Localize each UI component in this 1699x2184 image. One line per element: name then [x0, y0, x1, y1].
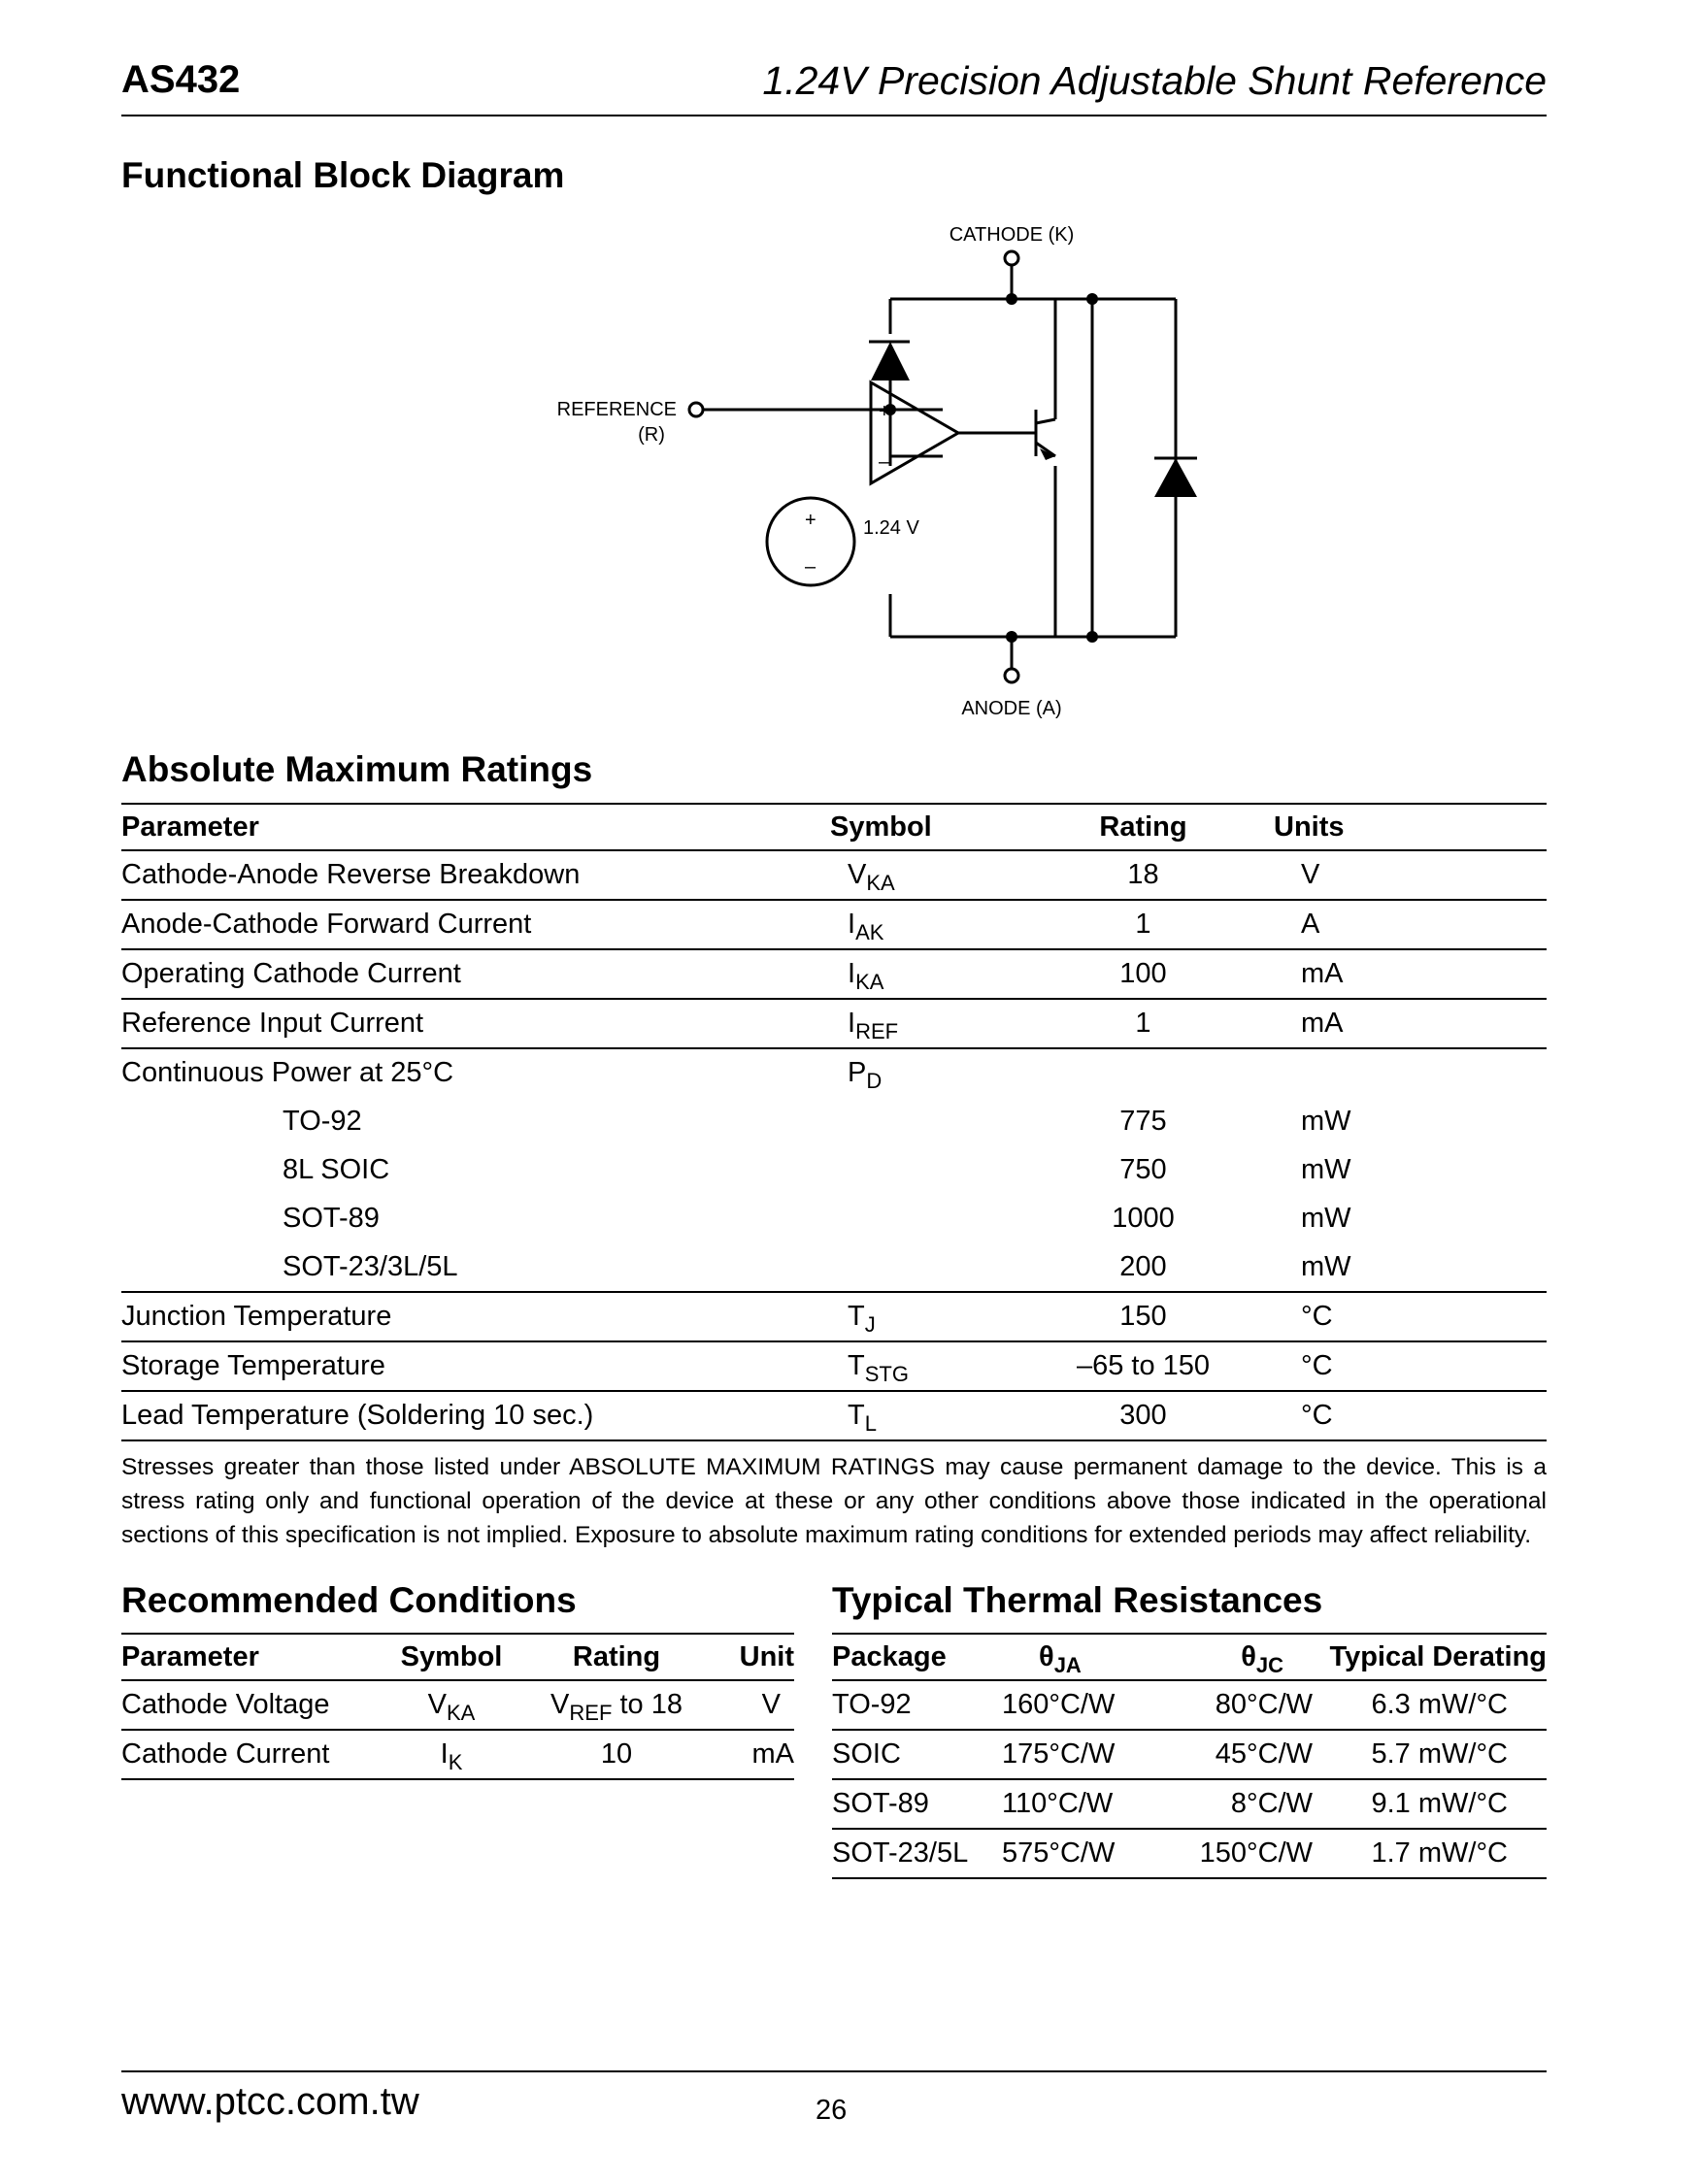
package-cell: SOIC	[832, 1730, 983, 1779]
rc-header-symbol: Symbol	[400, 1640, 503, 1672]
tt-header-derating: Typical Derating	[1329, 1640, 1547, 1672]
document-title: 1.24V Precision Adjustable Shunt Reference	[762, 58, 1547, 103]
table-row	[121, 999, 1547, 1048]
stress-note: Stresses greater than those listed under ABSOLUTE MAXIMUM RATINGS may cause permanent damage to the device. This is a stress rating only and functional operation of the device at these or any other conditions above those indicated in the operational sections of this specification is not implied. Exposure to absolute maximum rating conditions for extended periods may affect reliability.	[121, 1454, 1547, 1548]
footer-website: www.ptcc.com.tw	[121, 2080, 419, 2123]
theta-ja-cell: 175°C/W	[983, 1730, 1138, 1779]
rating-cell: 1	[1024, 999, 1262, 1048]
symbol-cell: $T_J$	[791, 1292, 1024, 1341]
derating-cell: 1.7 mW/°C	[1371, 1837, 1508, 1869]
transistor-collector	[1036, 419, 1055, 423]
parameter-cell: SOT-89	[283, 1202, 380, 1234]
rc-header-parameter: Parameter	[121, 1640, 259, 1672]
parameter-cell: Cathode-Anode Reverse Breakdown	[121, 850, 791, 900]
reference-terminal	[689, 403, 703, 416]
amr-header-parameter: Parameter	[121, 811, 259, 843]
thermal-heading: Typical Thermal Resistances	[832, 1580, 1323, 1620]
parameter-cell: SOT-23/3L/5L	[121, 1242, 791, 1292]
table-row	[121, 1680, 794, 1730]
parameter-cell: Cathode Voltage	[121, 1680, 379, 1730]
table-row	[121, 1242, 1547, 1292]
rating-cell: 775	[1119, 1105, 1167, 1137]
rc-header-unit: Unit	[739, 1640, 794, 1672]
symbol-cell: $V_{KA}$	[791, 850, 1024, 900]
symbol-cell	[791, 1242, 1024, 1292]
package-cell: SOT-89	[832, 1779, 983, 1829]
source-plus: +	[805, 510, 816, 531]
table-row	[832, 1680, 1547, 1730]
unit-cell: V	[709, 1680, 794, 1730]
theta-jc-cell: 80°C/W	[1138, 1680, 1322, 1730]
rc-header-rating: Rating	[572, 1640, 661, 1672]
derating-cell: 5.7 mW/°C	[1322, 1730, 1547, 1779]
parameter-cell: Anode-Cathode Forward Current	[121, 900, 791, 949]
rating-cell: 18	[1024, 850, 1262, 900]
part-number: AS432	[121, 58, 241, 101]
amr-header-symbol: Symbol	[830, 811, 932, 843]
theta-ja-cell: 160°C/W	[983, 1680, 1138, 1730]
table-row	[121, 1341, 1547, 1391]
units-cell: mA	[1262, 999, 1547, 1048]
symbol-cell: $I_{KA}$	[791, 949, 1024, 999]
amr-heading: Absolute Maximum Ratings	[121, 749, 593, 789]
rating-cell: 1	[1024, 900, 1262, 949]
symbol-cell	[791, 1097, 1024, 1145]
units-cell: V	[1262, 850, 1547, 900]
derating-cell: 9.1 mW/°C	[1322, 1779, 1547, 1829]
symbol-cell: $P_D$	[848, 1057, 883, 1093]
reference-pin-label: (R)	[638, 424, 665, 446]
package-cell: TO-92	[832, 1680, 983, 1730]
symbol-cell: $T_L$	[848, 1400, 877, 1436]
amr-header-units: Units	[1274, 811, 1345, 843]
theta-ja-cell: 110°C/W	[983, 1779, 1138, 1829]
source-minus: –	[805, 556, 816, 578]
right-diode-symbol	[1154, 458, 1197, 497]
cathode-label: CATHODE (K)	[949, 224, 1075, 246]
rating-cell: 1000	[1112, 1202, 1175, 1234]
table-row	[121, 900, 1547, 949]
page-number: 26	[816, 2095, 848, 2126]
table-row	[121, 949, 1547, 999]
parameter-cell: Storage Temperature	[121, 1341, 791, 1391]
anode-terminal	[1005, 669, 1018, 682]
rating-cell: –65 to 150	[1024, 1341, 1262, 1391]
tt-header-package: Package	[832, 1640, 947, 1672]
parameter-cell: Reference Input Current	[121, 999, 791, 1048]
units-cell: mW	[1301, 1153, 1351, 1185]
cathode-terminal	[1005, 251, 1018, 265]
tt-header-theta-ja: $\theta_{JA}$	[1039, 1640, 1082, 1677]
table-row	[832, 1829, 1547, 1878]
parameter-cell: TO-92	[283, 1105, 362, 1137]
table-row	[121, 1391, 1547, 1440]
table-row	[121, 850, 1547, 900]
derating-cell: 6.3 mW/°C	[1322, 1680, 1547, 1730]
block-diagram	[121, 0, 1547, 738]
parameter-cell: Junction Temperature	[121, 1292, 791, 1341]
block-diagram-heading: Functional Block Diagram	[121, 155, 565, 195]
opamp-plus: +	[879, 401, 890, 422]
table-row	[121, 1048, 1547, 1097]
symbol-cell: $I_{AK}$	[791, 900, 1024, 949]
units-cell: °C	[1301, 1400, 1333, 1431]
datasheet-page	[121, 0, 1547, 2184]
units-cell: mW	[1301, 1105, 1351, 1137]
symbol-cell	[791, 1145, 1024, 1194]
theta-jc-cell: 45°C/W	[1138, 1730, 1322, 1779]
units-cell: A	[1262, 900, 1547, 949]
units-cell: mW	[1262, 1242, 1547, 1292]
rating-cell: 200	[1024, 1242, 1262, 1292]
rating-cell: 150	[1024, 1292, 1262, 1341]
reference-label: REFERENCE	[556, 399, 677, 420]
package-cell: SOT-23/5L	[832, 1837, 969, 1869]
rating-cell	[1024, 1048, 1262, 1097]
anode-label: ANODE (A)	[961, 698, 1062, 719]
table-row	[121, 1145, 1547, 1194]
junction-dot	[1006, 631, 1017, 643]
footer-divider	[121, 2070, 1547, 2072]
parameter-cell: 8L SOIC	[283, 1153, 390, 1185]
theta-ja-cell: 575°C/W	[1002, 1837, 1116, 1869]
table-row	[121, 1730, 794, 1779]
rating-cell: 10	[600, 1738, 633, 1770]
symbol-cell: $I_K$	[440, 1738, 463, 1774]
rating-cell: 300	[1119, 1400, 1167, 1431]
units-cell: °C	[1262, 1292, 1547, 1341]
units-cell: mA	[1262, 949, 1547, 999]
rating-cell: $V_{REF}$ to 18	[524, 1680, 709, 1730]
table-row	[121, 1292, 1547, 1341]
theta-jc-cell: 8°C/W	[1138, 1779, 1322, 1829]
parameter-cell: Lead Temperature (Soldering 10 sec.)	[121, 1400, 594, 1431]
amr-header-rating: Rating	[1099, 811, 1187, 843]
symbol-cell: $V_{KA}$	[379, 1680, 524, 1730]
table-row	[832, 1730, 1547, 1779]
parameter-cell: Cathode Current	[121, 1738, 330, 1770]
parameter-cell: Operating Cathode Current	[121, 949, 791, 999]
recommended-conditions-table	[121, 1633, 794, 1780]
rating-cell: 750	[1119, 1153, 1167, 1185]
units-cell: mW	[1301, 1202, 1351, 1234]
unit-cell: mA	[751, 1738, 794, 1770]
parameter-cell: Continuous Power at 25°C	[121, 1057, 454, 1088]
units-cell: °C	[1262, 1341, 1547, 1391]
table-row	[121, 1097, 1547, 1145]
symbol-cell: $T_{STG}$	[791, 1341, 1024, 1391]
vref-label: 1.24 V	[863, 517, 919, 539]
table-row	[121, 1194, 1547, 1242]
left-diode-symbol	[871, 342, 910, 381]
junction-dot	[1006, 293, 1017, 305]
units-cell	[1262, 1048, 1547, 1097]
thermal-resistance-table	[832, 1633, 1547, 1879]
opamp-minus: –	[879, 451, 890, 473]
symbol-cell: $I_{REF}$	[791, 999, 1024, 1048]
absolute-maximum-ratings-table	[121, 803, 1547, 1441]
symbol-cell	[791, 1194, 1024, 1242]
recommended-heading: Recommended Conditions	[121, 1580, 577, 1620]
tt-header-theta-jc: $\theta_{JC}$	[1241, 1640, 1283, 1677]
theta-jc-cell: 150°C/W	[1199, 1837, 1313, 1869]
table-row	[832, 1779, 1547, 1829]
rating-cell: 100	[1024, 949, 1262, 999]
